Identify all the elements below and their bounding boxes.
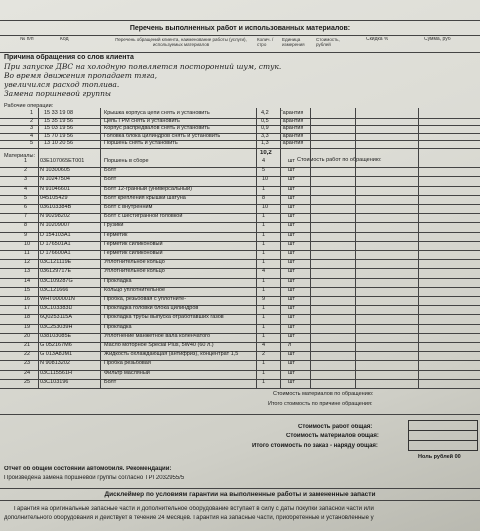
- material-row: [0, 250, 480, 259]
- material-unit: шт: [288, 231, 295, 238]
- work-row: [0, 133, 480, 141]
- material-unit: л: [288, 342, 292, 348]
- material-name: Прокладка: [104, 323, 132, 330]
- material-code: N 91046601: [40, 185, 70, 192]
- table-column-divider: [38, 108, 39, 388]
- material-num: 22: [24, 351, 31, 358]
- material-name: Герметик силиконовый: [104, 250, 163, 256]
- material-num: 18: [24, 314, 31, 321]
- material-qty: 9: [262, 296, 266, 302]
- material-name: Прокладка: [104, 277, 132, 284]
- material-qty: 1: [262, 277, 266, 284]
- material-code: 03C253039H: [40, 323, 73, 330]
- material-num: 13: [24, 268, 31, 275]
- material-unit: шт: [288, 314, 295, 321]
- material-qty: 4: [262, 158, 266, 164]
- table-column-divider: [355, 108, 356, 388]
- material-qty: 1: [262, 378, 266, 385]
- material-row: [0, 259, 480, 268]
- disclaimer-title: Дисклеймер по условиям гарантии на выполненные работы и замененные запасти: [104, 491, 376, 498]
- work-row: [0, 110, 480, 118]
- material-code: WHT000001N: [40, 296, 75, 302]
- material-qty: 1: [262, 369, 266, 376]
- material-unit: шт: [288, 259, 295, 266]
- works-cost-label: Стоимость работ по обращению:: [297, 157, 382, 163]
- material-num: 2: [24, 167, 28, 174]
- material-row: [0, 296, 480, 305]
- work-pay: Гарантия: [280, 117, 304, 124]
- material-name: Прокладка трубы выпуска отработавших газов: [104, 314, 224, 321]
- material-num: 9: [24, 231, 28, 238]
- material-row: [0, 333, 480, 342]
- material-unit: шт: [288, 250, 295, 256]
- material-name: Уплотнительное кольцо: [104, 268, 165, 275]
- material-code: G 052167M6: [40, 342, 72, 348]
- material-code: 6Q0253115A: [40, 314, 73, 321]
- col-price: Стоимость, рублей: [316, 37, 340, 48]
- work-row: [0, 125, 480, 133]
- material-row: [0, 351, 480, 360]
- material-row: [0, 360, 480, 369]
- material-unit: шт: [288, 332, 295, 339]
- material-unit: шт: [288, 286, 295, 293]
- work-num: 1: [30, 110, 34, 116]
- material-name: Болт: [104, 176, 117, 183]
- material-code: 03E107065ET001: [40, 158, 85, 164]
- material-num: 6: [24, 204, 28, 210]
- work-row: [0, 118, 480, 126]
- work-num: 5: [30, 140, 34, 147]
- table-column-divider: [256, 108, 257, 388]
- material-code: 045105429: [40, 194, 68, 201]
- col-name: Перечень обращений клиента, наименование работы (услуги), используемых материалов: [115, 37, 247, 48]
- material-code: 03C109287G: [40, 277, 73, 284]
- material-num: 3: [24, 176, 28, 183]
- col-code: Код: [60, 37, 69, 42]
- material-qty: 1: [262, 222, 266, 229]
- complaint-line: Замена поршневой группы: [4, 90, 112, 98]
- material-unit: шт: [288, 194, 295, 201]
- complaint-line: При запуске ДВС на холодную появляется посторонний шум, стук.: [4, 63, 282, 71]
- material-code: G 013A8JM1: [40, 351, 73, 358]
- material-qty: 1: [262, 360, 266, 367]
- header-divider: [0, 20, 480, 21]
- material-row: [0, 167, 480, 176]
- material-qty: 1: [262, 231, 266, 238]
- material-row: [0, 213, 480, 222]
- disclaimer-line-1: Гарантия на оригинальные запасные части и дополнительное оборудование вступает в силу с даты покупки запасной части или: [14, 506, 374, 512]
- complaint-label: Причина обращения со слов клиента: [4, 54, 134, 61]
- work-num: 3: [30, 125, 34, 132]
- material-name: Болт: [104, 378, 117, 385]
- material-qty: 1: [262, 250, 266, 256]
- material-unit: шт: [288, 369, 295, 376]
- material-code: 038103085E: [40, 332, 72, 339]
- material-num: 24: [24, 369, 31, 376]
- material-code: 03C121119E: [40, 259, 72, 266]
- material-unit: шт: [288, 213, 295, 220]
- material-name: Уплотнение манжетное вала коленчатого: [104, 332, 211, 339]
- work-name: Корпус распредвалов снять и установить: [104, 125, 210, 132]
- material-unit: шт: [288, 240, 295, 247]
- material-num: 8: [24, 222, 28, 229]
- material-name: Пробка резьбовая: [104, 360, 151, 367]
- material-unit: шт: [288, 360, 295, 367]
- works-label: Рабочие операции:: [4, 103, 54, 109]
- material-unit: шт: [288, 296, 295, 302]
- work-pay: Гарантия: [280, 132, 304, 139]
- works-total-label: Стоимость работ общая:: [298, 424, 373, 430]
- material-unit: шт: [288, 185, 295, 192]
- material-code: 03C103196: [40, 378, 69, 385]
- material-row: [0, 287, 480, 296]
- material-row: [0, 342, 480, 351]
- material-num: 16: [24, 296, 31, 302]
- material-num: 7: [24, 213, 28, 220]
- material-unit: шт: [288, 268, 295, 275]
- material-row: [0, 222, 480, 231]
- material-num: 11: [24, 250, 30, 256]
- order-total-label: Итого стоимость по заказ - наряду общая:: [252, 443, 378, 449]
- complaint-line: Во время движения пропадает тяга,: [4, 72, 157, 80]
- material-code: N 10300605: [40, 167, 70, 174]
- disclaimer-line-2: дополнительного оборудования и действует в течение 24 месяцев. Гарантия на запасные части, приобретенные и установленные у: [4, 515, 374, 521]
- material-qty: 4: [262, 342, 266, 348]
- material-code: N 90298202: [40, 213, 70, 220]
- col-sum: Сумма, руб: [424, 37, 451, 42]
- material-code: 03C115561H: [40, 369, 73, 376]
- material-row: [0, 314, 480, 323]
- material-name: Болт с внутренним: [104, 204, 153, 210]
- material-code: 03C121666: [40, 286, 69, 293]
- work-name: Поршень снять и установить: [104, 140, 178, 147]
- table-column-divider: [310, 108, 311, 388]
- material-qty: 5: [262, 167, 266, 174]
- material-name: Пробка, резьбовая с уплотните-: [104, 296, 187, 302]
- material-row: [0, 278, 480, 287]
- material-code: 03C103383D: [40, 305, 73, 312]
- work-code: 15 35 19 56: [44, 117, 74, 124]
- material-qty: 1: [262, 240, 266, 247]
- material-num: 15: [24, 286, 31, 293]
- material-unit: шт: [288, 204, 295, 210]
- material-num: 1: [24, 158, 28, 164]
- material-row-line: [0, 388, 480, 389]
- material-unit: шт: [288, 378, 295, 385]
- material-name: Герметик силиконовый: [104, 240, 163, 247]
- totals-divider: [0, 414, 480, 415]
- material-code: 036103384B: [40, 204, 72, 210]
- material-num: 10: [24, 240, 31, 247]
- material-row: [0, 232, 480, 241]
- material-num: 12: [24, 259, 31, 266]
- work-name: Крышка корпуса цепи снять и установить: [104, 110, 210, 116]
- materials-cost-label: Стоимость материалов по обращению:: [273, 391, 374, 397]
- work-pay: Гарантия: [280, 125, 304, 132]
- material-row: [0, 379, 480, 388]
- material-row: [0, 186, 480, 195]
- material-unit: шт: [288, 351, 295, 358]
- material-unit: шт: [288, 167, 295, 174]
- material-code: D 176600A1: [40, 250, 71, 256]
- total-in-words: Ноль рублей 00: [418, 454, 461, 460]
- table-column-header: [0, 37, 480, 51]
- work-code: 15 33 19 08: [44, 110, 74, 116]
- material-num: 17: [24, 305, 31, 312]
- material-code: N 90813202: [40, 360, 70, 367]
- material-qty: 1: [262, 305, 266, 312]
- table-column-divider: [100, 108, 101, 388]
- material-qty: 1: [262, 323, 266, 330]
- material-code: D 154103A1: [40, 231, 71, 238]
- material-qty: 1: [262, 286, 266, 293]
- work-code: 13 10 20 56: [44, 140, 74, 147]
- table-column-divider: [280, 108, 281, 388]
- material-name: Жидкость охлаждающая (антифриз), концентрат 1,5: [104, 351, 239, 358]
- material-num: 23: [24, 360, 31, 367]
- order-total-box: [408, 440, 478, 451]
- report-line-1: Отчет об общем состоянии автомобиля. Рекомендации:: [4, 466, 172, 472]
- material-unit: шт: [288, 323, 295, 330]
- work-row: [0, 140, 480, 148]
- works-total-hours: 10,2: [260, 150, 272, 156]
- work-name: Цепь ГРМ снять и установить: [104, 117, 180, 124]
- work-qty: 1,3: [261, 140, 269, 147]
- work-pay: Гарантия: [280, 140, 304, 147]
- material-qty: 1: [262, 259, 266, 266]
- material-qty: 1: [262, 332, 266, 339]
- material-row: [0, 305, 480, 314]
- material-code: N 10247504: [40, 176, 70, 183]
- complaint-total-label: Итого стоимость по причине обращения:: [268, 401, 373, 407]
- material-row: [0, 195, 480, 204]
- material-row: [0, 241, 480, 250]
- work-code: 15 03 19 56: [44, 125, 74, 132]
- material-unit: шт: [288, 305, 295, 312]
- material-num: 19: [24, 323, 31, 330]
- material-qty: 10: [262, 204, 269, 210]
- work-name: Головка блока цилиндров снять и установить: [104, 132, 221, 139]
- work-qty: 0,9: [261, 125, 269, 132]
- col-discount: Скидка %: [366, 37, 389, 42]
- material-num: 21: [24, 342, 31, 348]
- material-qty: 1: [262, 185, 266, 192]
- col-num: № п/п: [20, 37, 34, 42]
- material-qty: 4: [262, 268, 266, 275]
- material-name: Герметик: [104, 231, 128, 238]
- table-top-line: [0, 35, 480, 36]
- material-name: Фильтр масляный: [104, 369, 150, 376]
- material-row: [0, 204, 480, 213]
- material-qty: 10: [262, 176, 269, 183]
- material-qty: 1: [262, 213, 266, 220]
- material-name: Болт крепления крышки шатуна: [104, 194, 186, 201]
- material-name: Масло моторное Special Plus, 5W40 (60 л.): [104, 342, 214, 348]
- material-num: 4: [24, 185, 28, 192]
- material-num: 25: [24, 378, 31, 385]
- material-num: 14: [24, 277, 31, 284]
- material-unit: шт: [288, 176, 295, 183]
- material-code: D 176501A1: [40, 240, 71, 247]
- disclaimer-top-line: [0, 488, 480, 489]
- table-header-bottom-line: [0, 52, 480, 53]
- material-name: Уплотнительное кольцо: [104, 259, 165, 266]
- material-name: Болт 12-гранный (универсальный): [104, 185, 192, 192]
- report-line-2: Произведена замена поршневой группы согласно ТРI 2032955/5: [4, 475, 185, 481]
- disclaimer-title-line: [0, 500, 480, 501]
- work-pay: Гарантия: [280, 110, 304, 116]
- material-row: [0, 370, 480, 379]
- material-code: N 10209007: [40, 222, 70, 229]
- material-row: [0, 324, 480, 333]
- work-qty: 3,3: [261, 132, 269, 139]
- materials-total-label: Стоимость материалов общая:: [286, 433, 379, 439]
- material-row: [0, 268, 480, 277]
- work-qty: 0,5: [261, 117, 269, 124]
- material-unit: шт: [288, 222, 295, 229]
- material-code: 036129717E: [40, 268, 72, 275]
- material-unit: шт: [288, 277, 295, 284]
- material-num: 5: [24, 194, 28, 201]
- material-name: Болт: [104, 167, 117, 174]
- material-unit: шт: [288, 158, 295, 164]
- material-row: [0, 158, 480, 167]
- material-row: [0, 176, 480, 185]
- material-name: Болт с шестигранной головкой: [104, 213, 183, 220]
- work-row-line: [0, 148, 480, 149]
- work-num: 2: [30, 117, 34, 124]
- col-unit: Единица измерения: [282, 37, 305, 48]
- work-qty: 4,2: [261, 110, 269, 116]
- material-qty: 8: [262, 194, 266, 201]
- work-code: 15 70 19 56: [44, 132, 74, 139]
- col-qty: Колич. /стро: [257, 37, 274, 48]
- document-title: Перечень выполненных работ и использованных материалов:: [129, 25, 351, 32]
- table-column-divider: [418, 108, 419, 388]
- material-name: Кольцо уплотнительное: [104, 286, 166, 293]
- material-qty: 2: [262, 351, 266, 358]
- material-name: Грузики: [104, 222, 124, 229]
- complaint-line: увеличился расход топлива.: [4, 81, 120, 89]
- material-num: 20: [24, 332, 31, 339]
- work-num: 4: [30, 132, 34, 139]
- material-name: Прокладка головки блока цилиндров: [104, 305, 199, 312]
- materials-label: Материалы:: [4, 153, 35, 159]
- material-qty: 1: [262, 314, 266, 321]
- material-name: Поршень в сборе: [104, 158, 149, 164]
